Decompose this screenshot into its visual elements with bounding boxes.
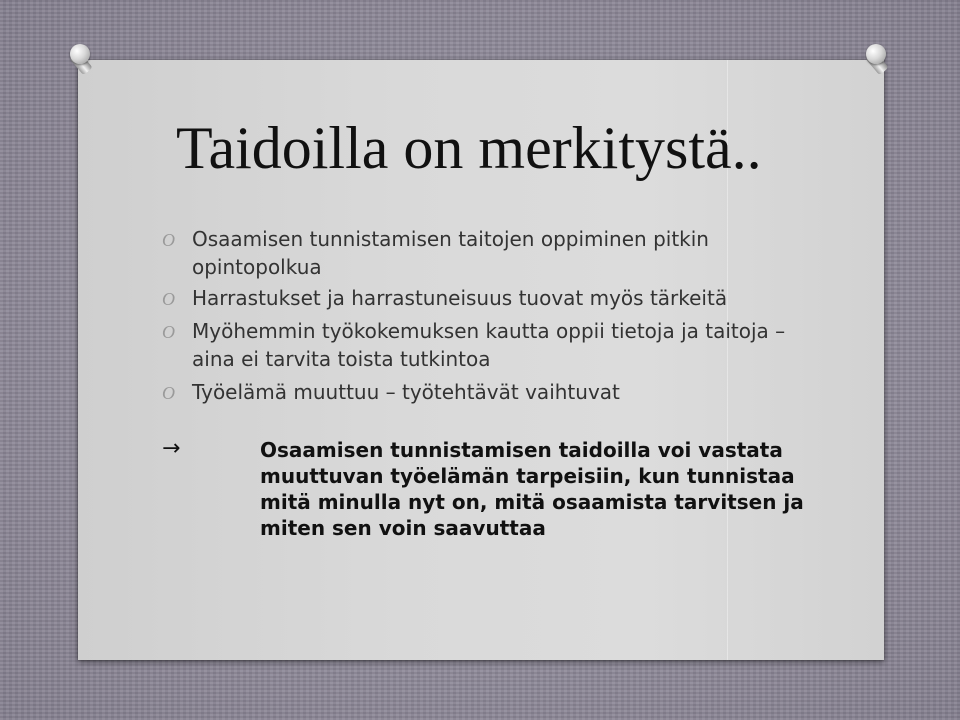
bullet-marker-icon: O (162, 289, 175, 309)
pushpin-right-icon (862, 40, 892, 70)
bullet-text: Myöhemmin työkokemuksen kautta oppii tietoja ja taitoja – aina ei tarvita toista tutkintoa (192, 319, 786, 371)
conclusion-text: Osaamisen tunnistamisen taidoilla voi vastata muuttuvan työelämän tarpeisiin, kun tunnistaa mitä minulla nyt on, mitä osaamista tarvitsen ja miten sen voin saavuttaa (260, 438, 804, 540)
bullet-text: Harrastukset ja harrastuneisuus tuovat myös tärkeitä (192, 286, 728, 310)
bullet-text: Osaamisen tunnistamisen taitojen oppiminen pitkin opintopolkua (192, 227, 709, 279)
bullet-item (160, 225, 800, 281)
pushpin-head (70, 44, 90, 64)
right-arrow-icon: → (162, 436, 181, 461)
bullet-marker-icon: O (162, 230, 175, 250)
pushpin-left-icon (66, 40, 96, 70)
bullet-text: Työelämä muuttuu – työtehtävät vaihtuvat (192, 380, 620, 404)
bullet-item (160, 378, 800, 406)
pushpin-head (866, 44, 886, 64)
bullet-list (160, 225, 800, 406)
bullet-marker-icon: O (162, 383, 175, 403)
bullet-item (160, 284, 800, 312)
bullet-marker-icon: O (162, 322, 175, 342)
slide-title: Taidoilla on merkitystä.. (176, 115, 762, 181)
bullet-item (160, 317, 800, 373)
